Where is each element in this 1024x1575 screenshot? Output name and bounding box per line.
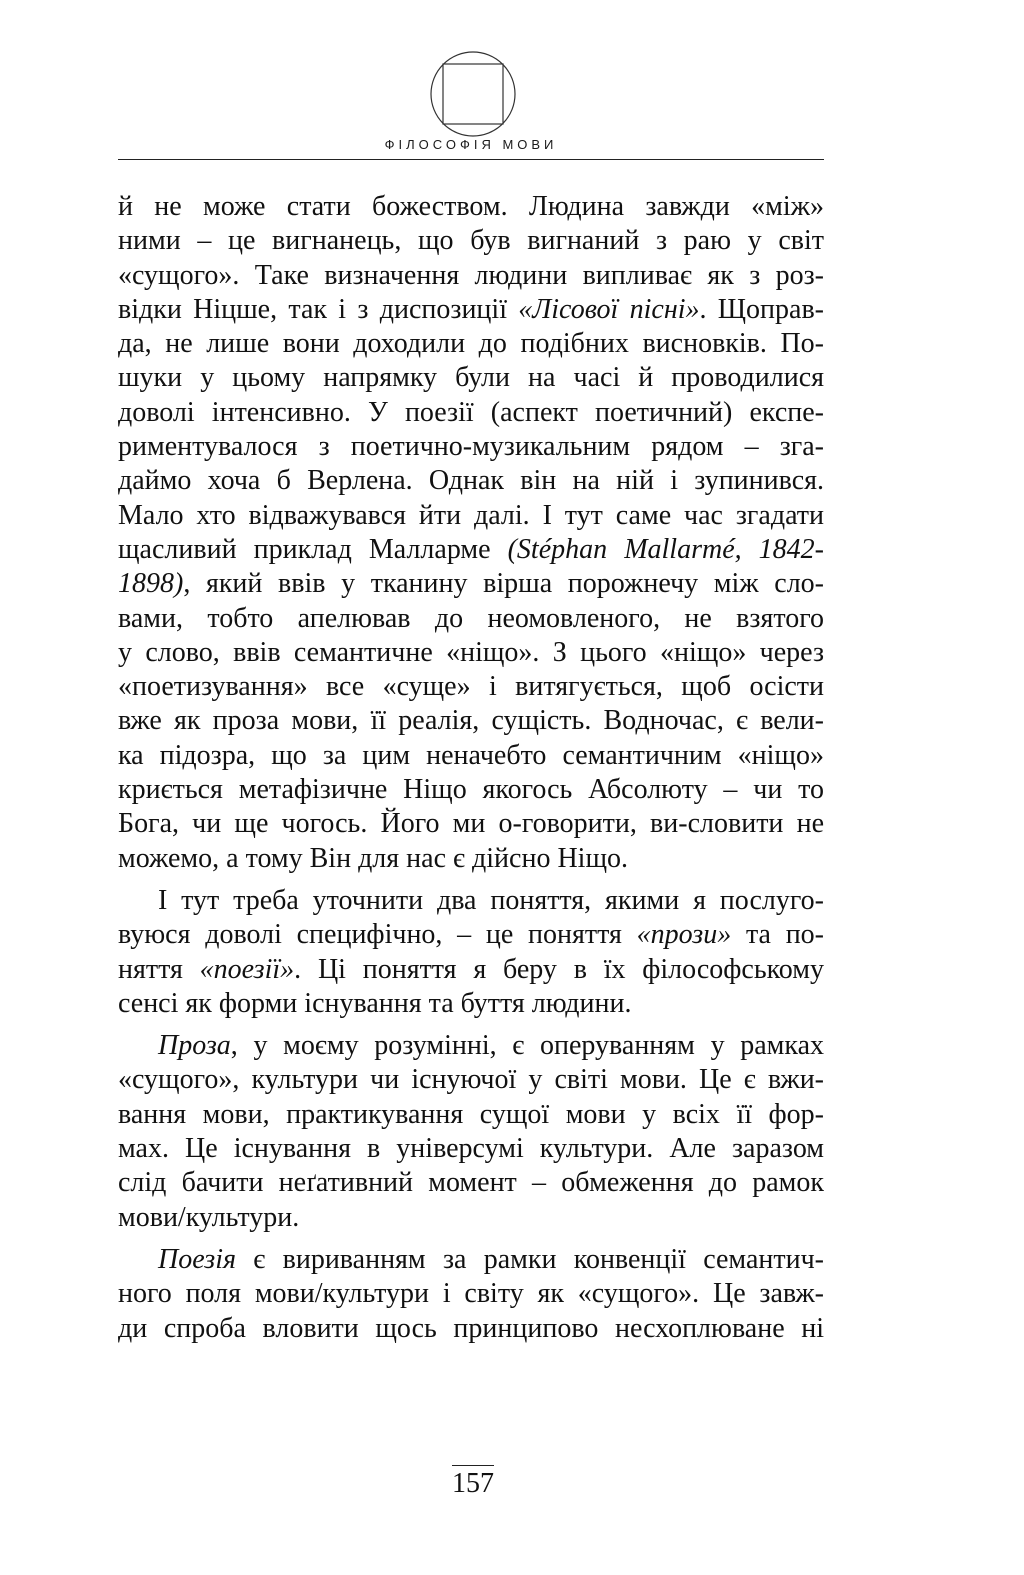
text-segment: доволі інтенсивно. У поезії (аспект поетичний) експе- — [118, 396, 824, 428]
text-segment: вуюся доволі специфічно, – це поняття — [118, 919, 637, 951]
text-segment: «поетизування» все «суще» і витягується, щоб осісти — [118, 671, 824, 703]
text-line — [118, 670, 824, 704]
text-segment: слід бачити неґативний момент – обмеження до рамок — [118, 1167, 824, 1199]
text-line — [118, 773, 824, 807]
text-segment: І тут треба уточнити два поняття, якими я послуго- — [158, 884, 824, 916]
text-segment: вже як проза мови, її реалія, сущість. Водночас, є вели- — [118, 705, 824, 737]
text-segment: , який ввів у тканину вірша порожнечу між сло- — [183, 568, 824, 600]
text-segment: «сущого», культури чи існуючої у світі мови. Це є вжи- — [118, 1064, 824, 1096]
text-line — [118, 430, 824, 464]
page-number: 157 — [452, 1465, 494, 1500]
text-line — [118, 1098, 824, 1132]
text-segment: ка підозра, що за цим неначебто семантичним «ніщо» — [118, 739, 824, 771]
text-segment: відки Ніцше, так і з диспозиції — [118, 293, 519, 325]
paragraph — [118, 884, 824, 1021]
text-segment: Мало хто відважувався йти далі. І тут саме час згадати — [118, 499, 824, 531]
text-segment: да, не лише вони доходили до подібних висновків. По- — [118, 328, 824, 360]
text-segment: та по- — [731, 919, 824, 951]
text-line — [118, 918, 824, 952]
text-segment: й не може стати божеством. Людина завжди «між» — [118, 191, 824, 222]
text-line — [118, 842, 824, 876]
text-line — [118, 567, 824, 601]
running-head: ФІЛОСОФІЯ МОВИ — [384, 137, 558, 152]
text-line — [118, 293, 824, 327]
italic-segment: (Stéphan Mallarmé, 1842- — [507, 533, 824, 565]
text-line — [118, 1063, 824, 1097]
text-segment: . Щоправ- — [699, 293, 824, 325]
text-line — [118, 704, 824, 738]
text-line — [118, 1132, 824, 1166]
italic-segment: «Лісової пісні» — [518, 293, 700, 325]
text-line — [118, 953, 824, 987]
text-segment: вами, тобто апелював до неомовленого, не взятого — [118, 602, 824, 634]
text-line — [118, 327, 824, 361]
text-segment: «сущого». Таке визначення людини випливає як з роз- — [118, 259, 824, 291]
text-line — [118, 1243, 824, 1277]
text-segment: риментувалося з поетично-музикальним рядом – зга- — [118, 431, 824, 463]
text-line — [118, 636, 824, 670]
italic-segment: «прози» — [636, 919, 732, 951]
text-line — [118, 464, 824, 498]
text-segment: . Ці поняття я беру в їх філософському — [294, 953, 824, 985]
italic-segment: Проза — [158, 1030, 231, 1062]
text-line — [118, 361, 824, 395]
text-line — [118, 602, 824, 636]
text-segment: вання мови, практикування сущої мови у всіх її фор- — [118, 1098, 824, 1130]
text-segment: можемо, а тому Він для нас є дійсно Ніщо. — [118, 842, 629, 874]
text-line — [118, 190, 824, 224]
paragraph — [118, 1029, 824, 1235]
circle-square-emblem-icon — [429, 50, 517, 138]
paragraph — [118, 190, 824, 876]
text-line — [118, 884, 824, 918]
text-line — [118, 499, 824, 533]
text-line — [118, 1166, 824, 1200]
text-line — [118, 224, 824, 258]
text-line — [118, 396, 824, 430]
text-segment: Бога, чи ще чогось. Його ми о-говорити, ви-словити не — [118, 808, 824, 840]
text-segment: у слово, ввів семантичне «ніщо». З цього «ніщо» через — [118, 636, 824, 668]
italic-segment: «поезії» — [199, 953, 295, 985]
text-segment: ди спроба вловити щось принципово несхоплюване ні — [118, 1312, 824, 1344]
header-rule — [118, 159, 824, 160]
text-line — [118, 1312, 824, 1346]
text-line — [118, 1277, 824, 1311]
text-line — [118, 533, 824, 567]
text-line — [118, 1029, 824, 1063]
text-line — [118, 987, 824, 1021]
body-text — [118, 190, 824, 1346]
italic-segment: 1898) — [118, 568, 184, 600]
page-number-container — [0, 1465, 946, 1500]
italic-segment: Поезія — [158, 1243, 236, 1275]
text-line — [118, 807, 824, 841]
text-segment: ного поля мови/культури і світу як «сущого». Це завж- — [118, 1278, 824, 1310]
text-line — [118, 739, 824, 773]
text-line — [118, 259, 824, 293]
text-segment: мови/культури. — [118, 1201, 300, 1233]
text-segment: мах. Це існування в універсумі культури. Але заразом — [118, 1133, 824, 1165]
text-segment: криється метафізичне Ніщо якогось Абсолюту – чи то — [118, 774, 824, 806]
text-segment: няття — [118, 953, 200, 985]
text-segment: ними – це вигнанець, що був вигнаний з раю у світ — [118, 225, 824, 257]
paragraph — [118, 1243, 824, 1346]
text-segment: сенсі як форми існування та буття людини. — [118, 987, 632, 1019]
text-line — [118, 1201, 824, 1235]
text-segment: є вириванням за рамки конвенції семантич- — [236, 1243, 824, 1275]
text-segment: даймо хоча б Верлена. Однак він на ній і зупинився. — [118, 465, 824, 497]
text-segment: шуки у цьому напрямку були на часі й проводилися — [118, 362, 824, 394]
text-segment: , у моєму розумінні, є оперуванням у рамках — [230, 1030, 824, 1062]
text-segment: щасливий приклад Малларме — [118, 533, 508, 565]
